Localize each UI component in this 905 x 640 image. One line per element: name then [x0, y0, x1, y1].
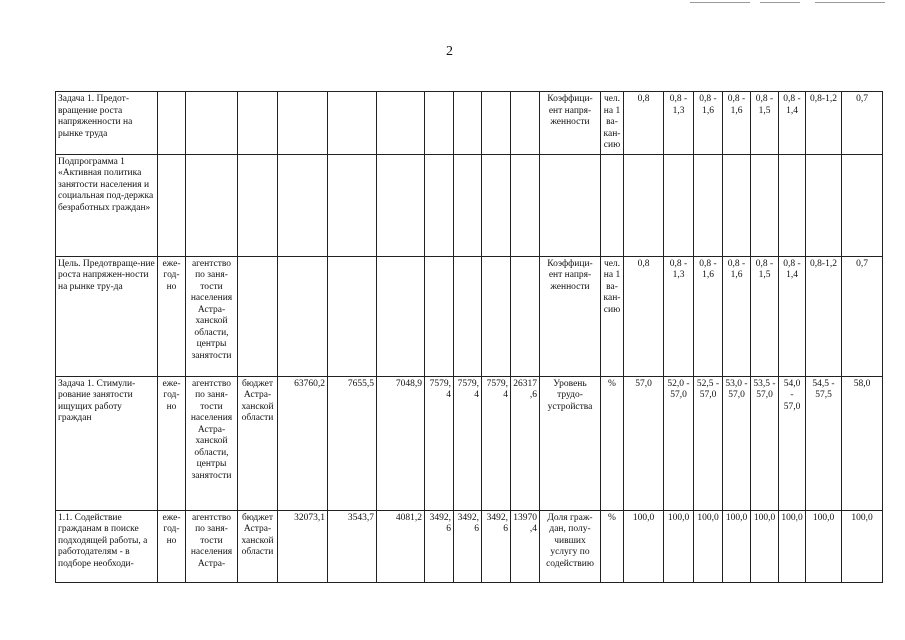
- program-table: [55, 91, 883, 583]
- executor-cell: [186, 92, 238, 155]
- year-1-cell: 7655,5: [328, 376, 377, 510]
- task-name-cell: Задача 1. Стимули-рование занятости ищущих работу граждан: [56, 376, 158, 510]
- target-6-cell: 0,8-1,2: [806, 256, 842, 376]
- target-1-cell: 100,0: [664, 510, 694, 582]
- year-4-cell: 7579,4: [454, 376, 482, 510]
- executor-cell: агентство по заня-тости населения Астра-ханской области, центры занятости: [186, 256, 238, 376]
- year-3-cell: [425, 256, 454, 376]
- executor-cell: [186, 154, 238, 256]
- target-3-cell: [723, 154, 751, 256]
- year-1-cell: [328, 256, 377, 376]
- total-cell: 63760,2: [278, 376, 328, 510]
- year-5-cell: 7579,4: [482, 376, 511, 510]
- target-4-cell: [751, 154, 779, 256]
- year-2-cell: [377, 154, 425, 256]
- table-row: [56, 92, 883, 155]
- page-number: 2: [446, 44, 453, 59]
- base-value-cell: 0,8: [624, 256, 664, 376]
- table-row: [56, 154, 883, 256]
- target-5-cell: [779, 154, 806, 256]
- year-6-cell: [511, 154, 540, 256]
- final-value-cell: [842, 154, 883, 256]
- year-1-cell: [328, 154, 377, 256]
- year-5-cell: [482, 154, 511, 256]
- executor-cell: агентство по заня-тости населения Астра-: [186, 510, 238, 582]
- target-4-cell: 0,8 - 1,5: [751, 92, 779, 155]
- year-5-cell: [482, 92, 511, 155]
- indicator-cell: Коэффици-ент напря-женности: [540, 256, 601, 376]
- target-5-cell: 100,0: [779, 510, 806, 582]
- year-4-cell: [454, 92, 482, 155]
- year-3-cell: 3492,6: [425, 510, 454, 582]
- unit-cell: %: [601, 510, 624, 582]
- period-cell: еже-год-но: [158, 256, 186, 376]
- target-1-cell: 0,8 - 1,3: [664, 256, 694, 376]
- target-2-cell: 100,0: [694, 510, 723, 582]
- executor-cell: агентство по заня-тости населения Астра-ханской области, центры занятости: [186, 376, 238, 510]
- period-cell: еже-год-но: [158, 510, 186, 582]
- target-3-cell: 100,0: [723, 510, 751, 582]
- unit-cell: чел. на 1 ва-кан-сию: [601, 256, 624, 376]
- task-name-cell: 1.1. Содействие гражданам в поиске подходящей работы, а работодателям - в подборе необходи-: [56, 510, 158, 582]
- year-6-cell: 13970,4: [511, 510, 540, 582]
- period-cell: еже-год-но: [158, 376, 186, 510]
- target-4-cell: 0,8 - 1,5: [751, 256, 779, 376]
- unit-cell: %: [601, 376, 624, 510]
- year-6-cell: [511, 92, 540, 155]
- target-2-cell: 0,8 - 1,6: [694, 256, 723, 376]
- year-2-cell: 4081,2: [377, 510, 425, 582]
- target-4-cell: 100,0: [751, 510, 779, 582]
- source-cell: [238, 256, 278, 376]
- year-5-cell: 3492,6: [482, 510, 511, 582]
- unit-cell: [601, 154, 624, 256]
- table-row: [56, 256, 883, 376]
- target-2-cell: [694, 154, 723, 256]
- period-cell: [158, 92, 186, 155]
- scan-artifact-line: [815, 2, 885, 3]
- year-6-cell: 26317,6: [511, 376, 540, 510]
- final-value-cell: 0,7: [842, 92, 883, 155]
- target-3-cell: 0,8 - 1,6: [723, 256, 751, 376]
- total-cell: [278, 256, 328, 376]
- year-3-cell: [425, 154, 454, 256]
- source-cell: [238, 154, 278, 256]
- year-3-cell: 7579,4: [425, 376, 454, 510]
- year-4-cell: [454, 256, 482, 376]
- total-cell: [278, 92, 328, 155]
- target-3-cell: 53,0 - 57,0: [723, 376, 751, 510]
- year-2-cell: 7048,9: [377, 376, 425, 510]
- year-4-cell: 3492,6: [454, 510, 482, 582]
- year-5-cell: [482, 256, 511, 376]
- year-3-cell: [425, 92, 454, 155]
- task-name-cell: Цель. Предотвраще-ние роста напряжен-ности на рынке тру-да: [56, 256, 158, 376]
- scan-artifact-line: [690, 2, 750, 3]
- total-cell: [278, 154, 328, 256]
- final-value-cell: 0,7: [842, 256, 883, 376]
- period-cell: [158, 154, 186, 256]
- target-6-cell: 0,8-1,2: [806, 92, 842, 155]
- target-5-cell: 0,8 - 1,4: [779, 92, 806, 155]
- year-2-cell: [377, 256, 425, 376]
- task-name-cell: Подпрограмма 1 «Активная политика занятости населения и социальная под-держка безработных граждан»: [56, 154, 158, 256]
- final-value-cell: 58,0: [842, 376, 883, 510]
- table-row: [56, 510, 883, 582]
- year-4-cell: [454, 154, 482, 256]
- table-row: [56, 376, 883, 510]
- base-value-cell: 100,0: [624, 510, 664, 582]
- unit-cell: чел. на 1 ва-кан-сию: [601, 92, 624, 155]
- indicator-cell: [540, 154, 601, 256]
- target-5-cell: 0,8 - 1,4: [779, 256, 806, 376]
- base-value-cell: [624, 154, 664, 256]
- scan-artifact-line: [760, 2, 800, 3]
- target-5-cell: 54,0 - 57,0: [779, 376, 806, 510]
- target-6-cell: 100,0: [806, 510, 842, 582]
- source-cell: бюджет Астра-ханской области: [238, 376, 278, 510]
- target-6-cell: 54,5 - 57,5: [806, 376, 842, 510]
- base-value-cell: 0,8: [624, 92, 664, 155]
- indicator-cell: Коэффици-ент напря-женности: [540, 92, 601, 155]
- source-cell: бюджет Астра-ханской области: [238, 510, 278, 582]
- task-name-cell: Задача 1. Предот-вращение роста напряженности на рынке труда: [56, 92, 158, 155]
- target-1-cell: [664, 154, 694, 256]
- year-2-cell: [377, 92, 425, 155]
- target-4-cell: 53,5 - 57,0: [751, 376, 779, 510]
- target-1-cell: 0,8 - 1,3: [664, 92, 694, 155]
- target-2-cell: 0,8 - 1,6: [694, 92, 723, 155]
- total-cell: 32073,1: [278, 510, 328, 582]
- base-value-cell: 57,0: [624, 376, 664, 510]
- source-cell: [238, 92, 278, 155]
- target-1-cell: 52,0 - 57,0: [664, 376, 694, 510]
- indicator-cell: Уровень трудо-устройства: [540, 376, 601, 510]
- year-6-cell: [511, 256, 540, 376]
- indicator-cell: Доля граж-дан, полу-чивших услугу по содействию: [540, 510, 601, 582]
- year-1-cell: 3543,7: [328, 510, 377, 582]
- target-2-cell: 52,5 - 57,0: [694, 376, 723, 510]
- year-1-cell: [328, 92, 377, 155]
- final-value-cell: 100,0: [842, 510, 883, 582]
- target-3-cell: 0,8 - 1,6: [723, 92, 751, 155]
- target-6-cell: [806, 154, 842, 256]
